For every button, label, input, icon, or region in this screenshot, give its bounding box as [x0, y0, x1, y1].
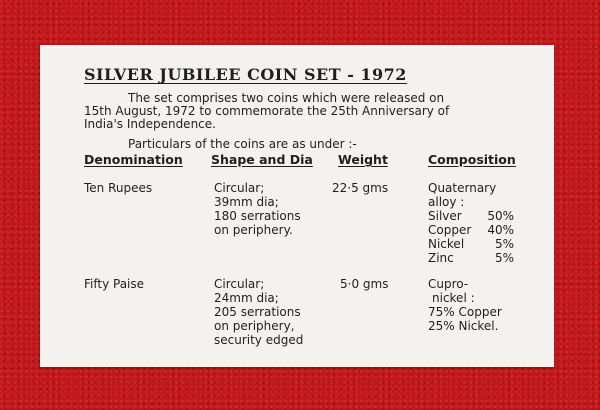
- intro-line: The set comprises two coins which were released on: [128, 91, 445, 105]
- composition-part: Silver 50%: [428, 209, 514, 223]
- coin-weight: 22·5 gms: [332, 181, 389, 195]
- card-title: SILVER JUBILEE COIN SET - 1972: [84, 65, 407, 84]
- header-composition: Composition: [428, 152, 516, 167]
- intro-line: India's Independence.: [84, 117, 216, 131]
- header-weight: Weight: [338, 152, 388, 167]
- composition-part: Copper 40%: [428, 223, 514, 237]
- composition-part: Nickel 5%: [428, 237, 514, 251]
- particulars-subheading: Particulars of the coins are as under :-: [128, 137, 357, 151]
- coin-denomination: Fifty Paise: [84, 277, 145, 291]
- header-shape: Shape and Dia: [211, 152, 313, 167]
- coin-shape: Circular; 39mm dia; 180 serrations on periphery.: [214, 181, 301, 237]
- info-card: [40, 45, 554, 367]
- header-denomination: Denomination: [84, 152, 183, 167]
- coin-shape: Circular; 24mm dia; 205 serrations on periphery, security edged: [214, 277, 304, 347]
- intro-line: 15th August, 1972 to commemorate the 25th Anniversary of: [84, 104, 450, 118]
- coin-composition: Quaternary alloy : Silver 50% Copper 40% Nickel 5% Zinc 5%: [428, 181, 514, 265]
- composition-part: Zinc 5%: [428, 251, 514, 265]
- coin-composition: Cupro- nickel : 75% Copper 25% Nickel.: [428, 277, 502, 333]
- intro-paragraph: [84, 92, 524, 131]
- coin-weight: 5·0 gms: [340, 277, 389, 291]
- coin-denomination: Ten Rupees: [84, 181, 153, 195]
